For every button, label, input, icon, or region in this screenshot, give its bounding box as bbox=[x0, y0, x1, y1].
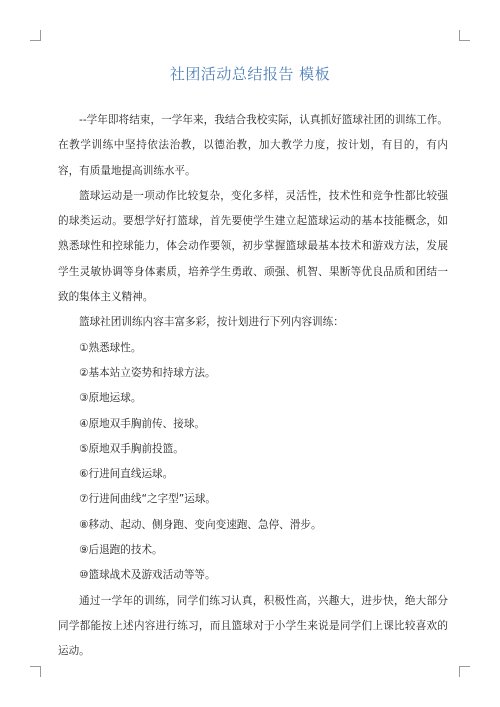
crop-mark-bottom-right bbox=[459, 666, 470, 677]
list-item: ②基本站立姿势和持球方法。 bbox=[79, 366, 216, 379]
list-item: ⑥行进间直线运球。 bbox=[79, 468, 174, 481]
document-body bbox=[58, 108, 448, 665]
training-content-intro: 篮球社团训练内容丰富多彩，按计划进行下列内容训练： bbox=[79, 316, 344, 329]
crop-mark-top-left bbox=[30, 30, 41, 41]
list-item: ⑨后退跑的技术。 bbox=[79, 544, 163, 557]
crop-mark-top-right bbox=[459, 30, 470, 41]
crop-mark-bottom-left bbox=[30, 666, 41, 677]
list-item: ⑩篮球战术及游戏活动等等。 bbox=[79, 569, 216, 582]
document-title: 社团活动总结报告 模板 bbox=[169, 65, 331, 83]
basketball-description-paragraph: 篮球运动是一项动作比较复杂，变化多样，灵活性，技术性和竞争性都比较强的球类运动。要想学好打篮球，首先要使学生建立起篮球运动的基本技能概念，如熟悉球性和控球能力，体会动作要领，初步掌握篮球最基本技术和游戏方法，发展学生灵敏协调等身体素质，培养学生勇敢、顽强、机智、果断等优良品质和团结一致的集体主义精神。 bbox=[58, 189, 448, 304]
intro-paragraph: --学年即将结束，一学年来，我结合我校实际，认真抓好篮球社团的训练工作。在教学训练中坚持依法治教，以德治教，加大教学力度，按计划，有目的，有内容，有质量地提高训练水平。 bbox=[58, 114, 448, 177]
list-item: ⑧移动、起动、侧身跑、变向变速跑、急停、滑步。 bbox=[79, 518, 322, 531]
list-item: ④原地双手胸前传、接球。 bbox=[79, 417, 206, 430]
list-item: ⑤原地双手胸前投篮。 bbox=[79, 442, 184, 455]
list-item: ⑦行进间曲线“之字型”运球。 bbox=[79, 493, 217, 506]
list-item: ③原地运球。 bbox=[79, 392, 142, 405]
closing-paragraph: 通过一学年的训练，同学们练习认真，积极性高，兴趣大，进步快，绝大部分同学都能按上述内容进行练习，而且篮球对于小学生来说是同学们上课比较喜欢的运动。 bbox=[58, 594, 448, 658]
list-item: ①熟悉球性。 bbox=[79, 341, 142, 354]
